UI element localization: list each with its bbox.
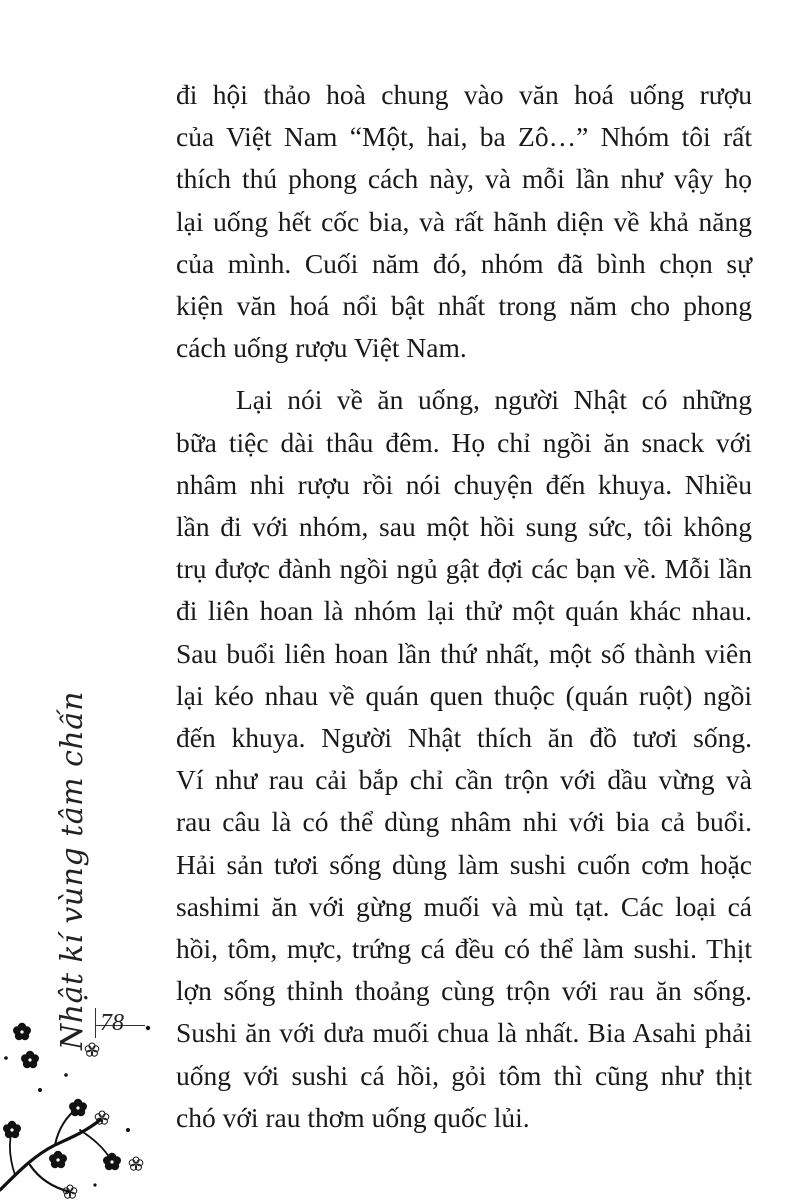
text-line: trụ được đành ngồi ngủ gật đợi các bạn về. Mỗi lần [176, 553, 752, 585]
text-line: hồi, tôm, mực, trứng cá đều có thể làm sushi. Thịt [176, 933, 752, 965]
text-line: lại uống hết cốc bia, và rất hãnh diện về khả năng [176, 205, 752, 237]
text-line: lại kéo nhau về quán quen thuộc (quán ruột) ngồi [176, 679, 752, 711]
text-line: đi hội thảo hoà chung vào văn hoá uống rượu [176, 79, 752, 110]
text-line: nhâm nhi rượu rồi nói chuyện đến khuya. Nhiều [176, 468, 752, 500]
text-line: cách uống rượu Việt Nam. [176, 332, 467, 364]
text-line: thích thú phong cách này, và mỗi lần như vậy họ [176, 163, 752, 195]
text-line: đến khuya. Người Nhật thích ăn đồ tươi sống. [176, 722, 752, 754]
paragraph-1 [176, 74, 752, 369]
text-line: bữa tiệc dài thâu đêm. Họ chỉ ngồi ăn snack với [176, 426, 752, 458]
paragraph-2 [176, 379, 752, 1139]
text-line: kiện văn hoá nổi bật nhất trong năm cho phong [176, 290, 752, 322]
text-line: chó với rau thơm uống quốc lủi. [176, 1101, 530, 1133]
running-title: Nhật kí vùng tâm chấn [55, 691, 90, 1050]
text-line: của mình. Cuối năm đó, nhóm đã bình chọn sự [176, 247, 752, 279]
plum-blossom-branch-icon [0, 1020, 170, 1200]
text-line: sashimi ăn với gừng muối và mù tạt. Các loại cá [176, 890, 752, 922]
text-line: Ví như rau cải bắp chỉ cần trộn với dầu vừng và [176, 764, 752, 796]
text-line: Sushi ăn với dưa muối chua là nhất. Bia Asahi phải [176, 1017, 752, 1049]
text-line: của Việt Nam “Một, hai, ba Zô…” Nhóm tôi rất [176, 121, 752, 153]
text-line: Lại nói về ăn uống, người Nhật có những [236, 384, 752, 416]
text-line: Hải sản tươi sống dùng làm sushi cuốn cơm hoặc [176, 848, 752, 880]
page-number: 78 [100, 1010, 124, 1036]
text-line: Sau buổi liên hoan lần thứ nhất, một số thành viên [176, 637, 752, 669]
text-line: lợn sống thỉnh thoảng cùng trộn với rau ăn sống. [176, 975, 752, 1007]
text-line: rau câu là có thể dùng nhâm nhi với bia cả buổi. [176, 806, 752, 838]
text-line: uống với sushi cá hồi, gỏi tôm thì cũng như thịt [176, 1059, 752, 1091]
body-text [176, 74, 752, 1139]
text-line: lần đi với nhóm, sau một hồi sung sức, tôi không [176, 511, 752, 543]
text-line: đi liên hoan là nhóm lại thử một quán khác nhau. [176, 595, 752, 627]
